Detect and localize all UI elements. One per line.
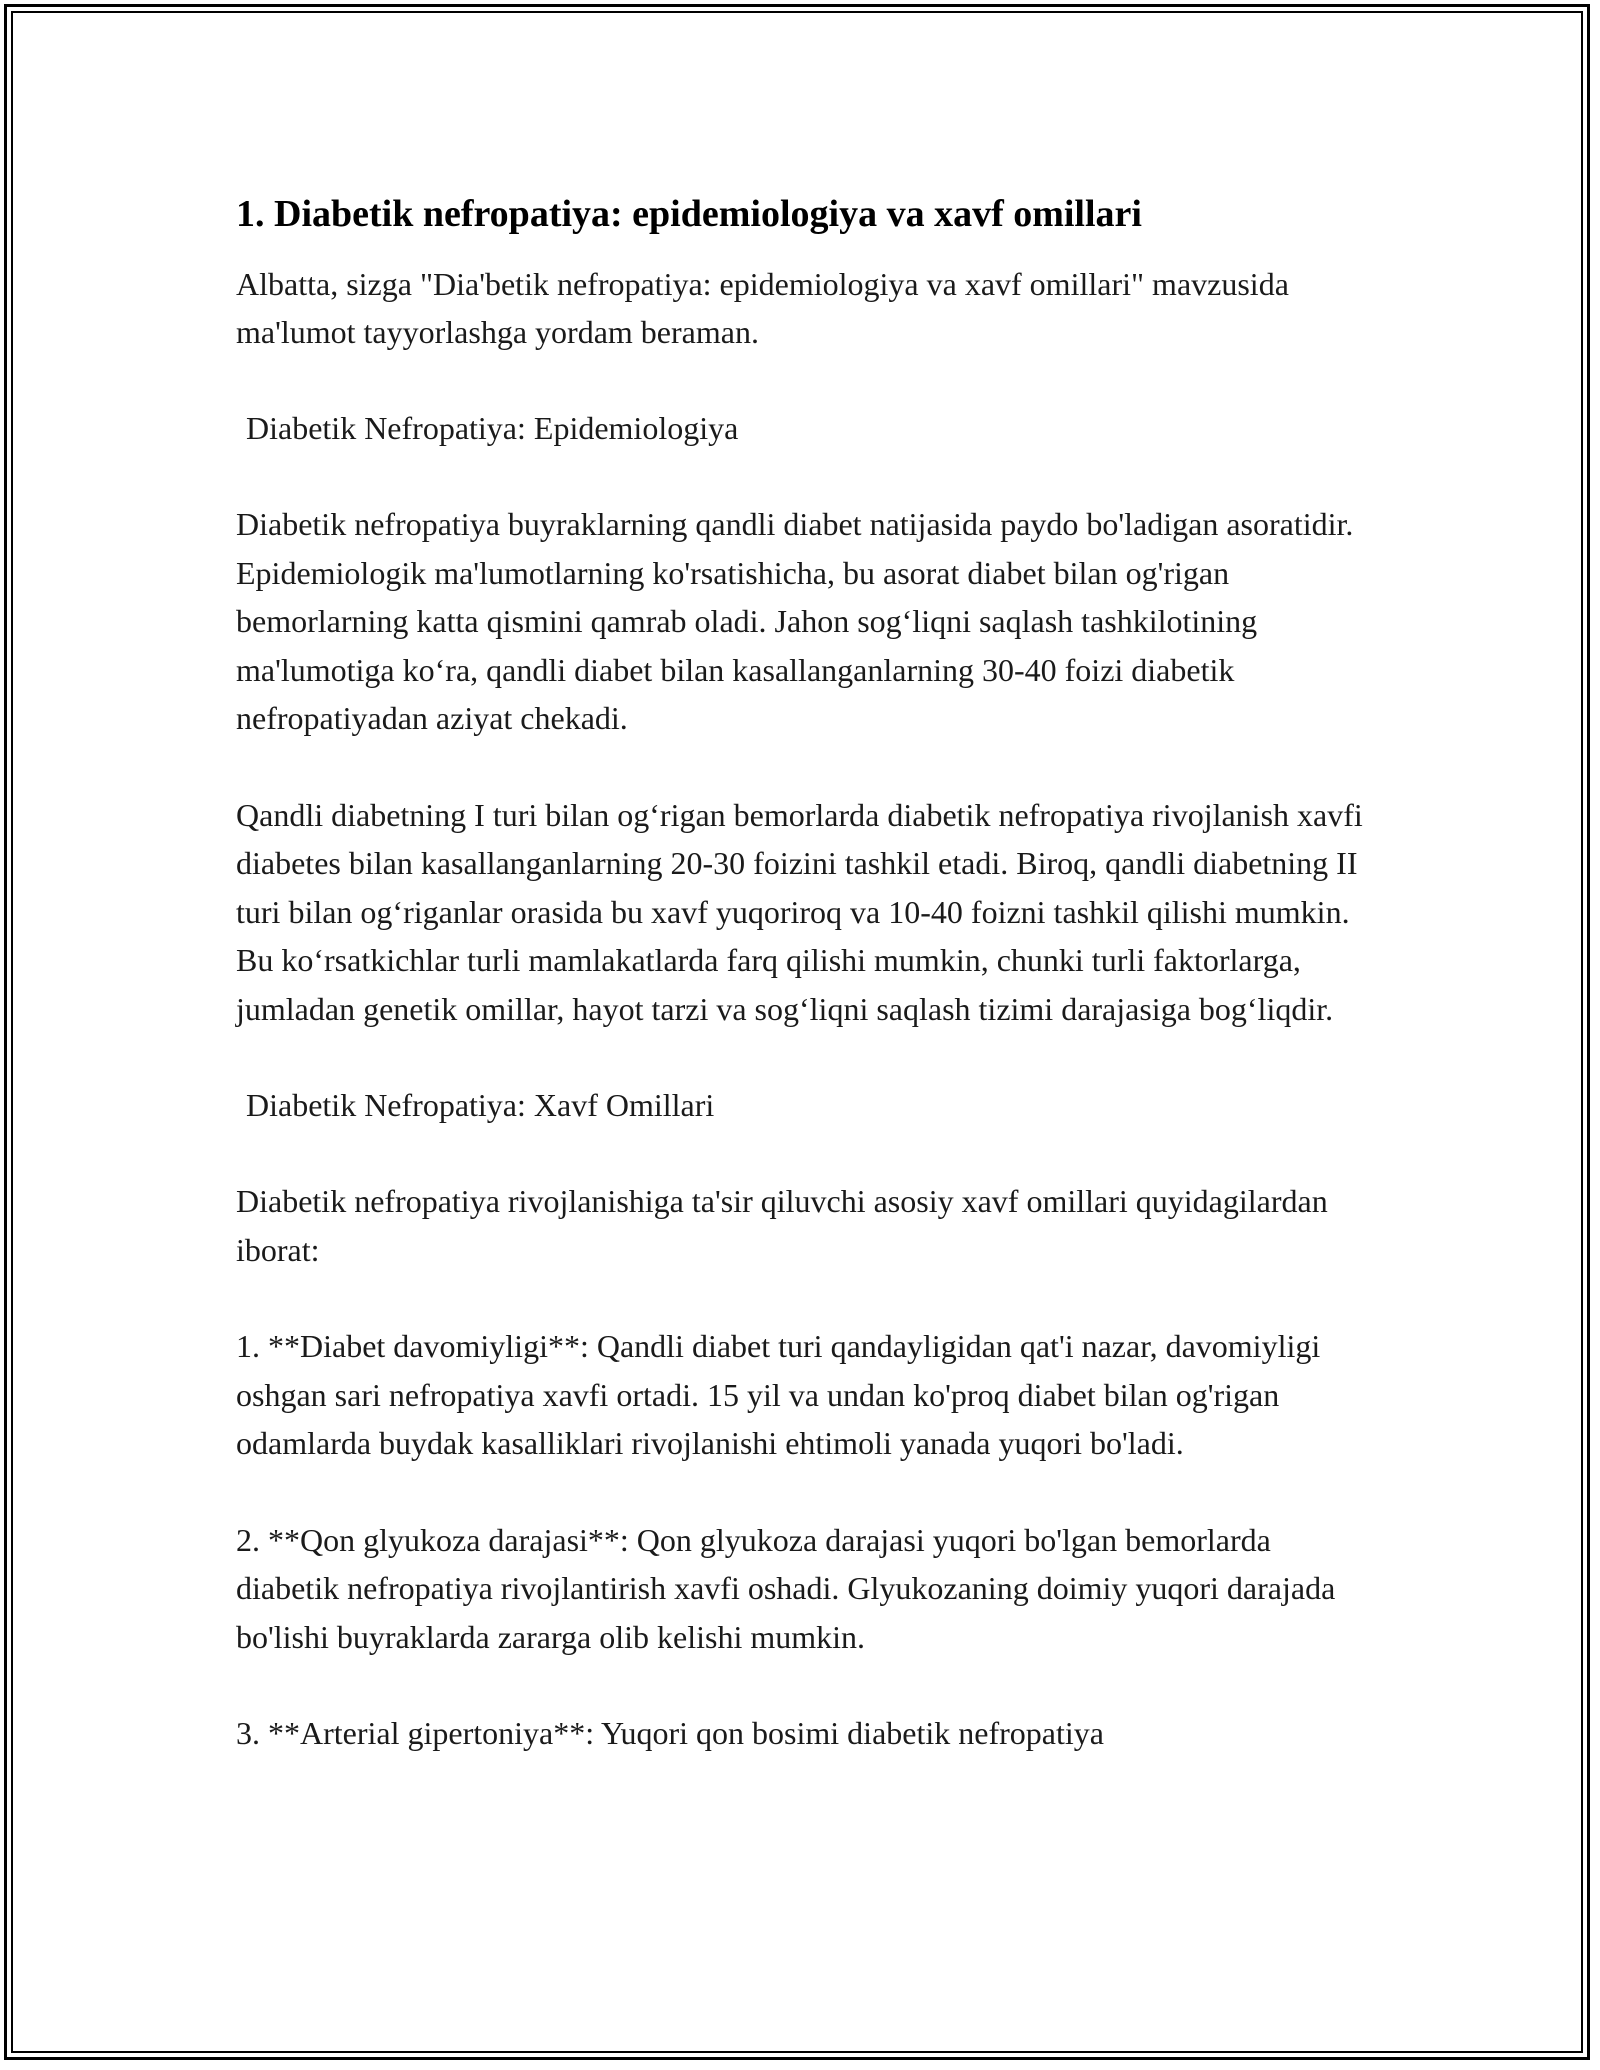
section-heading-epidemiology: Diabetik Nefropatiya: Epidemiologiya: [246, 410, 739, 446]
risk-factors-intro: Diabetik nefropatiya rivojlanishiga ta'sir qiluvchi asosiy xavf omillari quyidagilardan iborat:: [236, 1183, 1328, 1268]
risk-factor-item-2: 2. **Qon glyukoza darajasi**: Qon glyukoza darajasi yuqori bo'lgan bemorlarda diabetik nefropatiya rivojlantirish xavfi oshadi. Glyukozaning doimiy yuqori darajada bo'lishi buyraklarda zararga olib kelishi mumkin.: [236, 1521, 1336, 1655]
risk-factor-item-1: 1. **Diabet davomiyligi**: Qandli diabet turi qandayligidan qat'i nazar, davomiyligi oshgan sari nefropatiya xavfi ortadi. 15 yil va undan ko'proq diabet bilan og'rigan odamlarda buydak kasalliklari rivojlanishi ehtimoli yanada yuqori bo'ladi.: [236, 1328, 1321, 1461]
epidemiology-paragraph-1: Diabetik nefropatiya buyraklarning qandli diabet natijasida paydo bo'ladigan asoratidir. Epidemiologik ma'lumotlarning ko'rsatishicha, bu asorat diabet bilan og'rigan bemorlarning katta qismini qamrab oladi. Jahon sog‘liqni saqlash tashkilotining ma'lumotiga ko‘ra, qandli diabet bilan kasallanganlarning 30-40 foizi diabetik nefropatiyadan aziyat chekadi.: [236, 506, 1354, 736]
document-page: [236, 186, 1376, 1758]
intro-paragraph: Albatta, sizga "Dia'betik nefropatiya: epidemiologiya va xavf omillari" mavzusida ma'lumot tayyorlashga yordam beraman.: [236, 266, 1289, 350]
section-heading-risk-factors: Diabetik Nefropatiya: Xavf Omillari: [246, 1087, 715, 1123]
risk-factor-item-3: 3. **Arterial gipertoniya**: Yuqori qon bosimi diabetik nefropatiya: [236, 1715, 1104, 1751]
epidemiology-paragraph-2: Qandli diabetning I turi bilan og‘rigan bemorlarda diabetik nefropatiya rivojlanish xavfi diabetes bilan kasallanganlarning 20-30 foizini tashkil etadi. Biroq, qandli diabetning II turi bilan og‘riganlar orasida bu xavf yuqoriroq va 10-40 foizni tashkil qilishi mumkin. Bu ko‘rsatkichlar turli mamlakatlarda farq qilishi mumkin, chunki turli faktorlarga, jumladan genetik omillar, hayot tarzi va sog‘liqni saqlash tizimi darajasiga bog‘liqdir.: [236, 796, 1363, 1027]
document-title: 1. Diabetik nefropatiya: epidemiologiya va xavf omillari: [236, 193, 1142, 235]
